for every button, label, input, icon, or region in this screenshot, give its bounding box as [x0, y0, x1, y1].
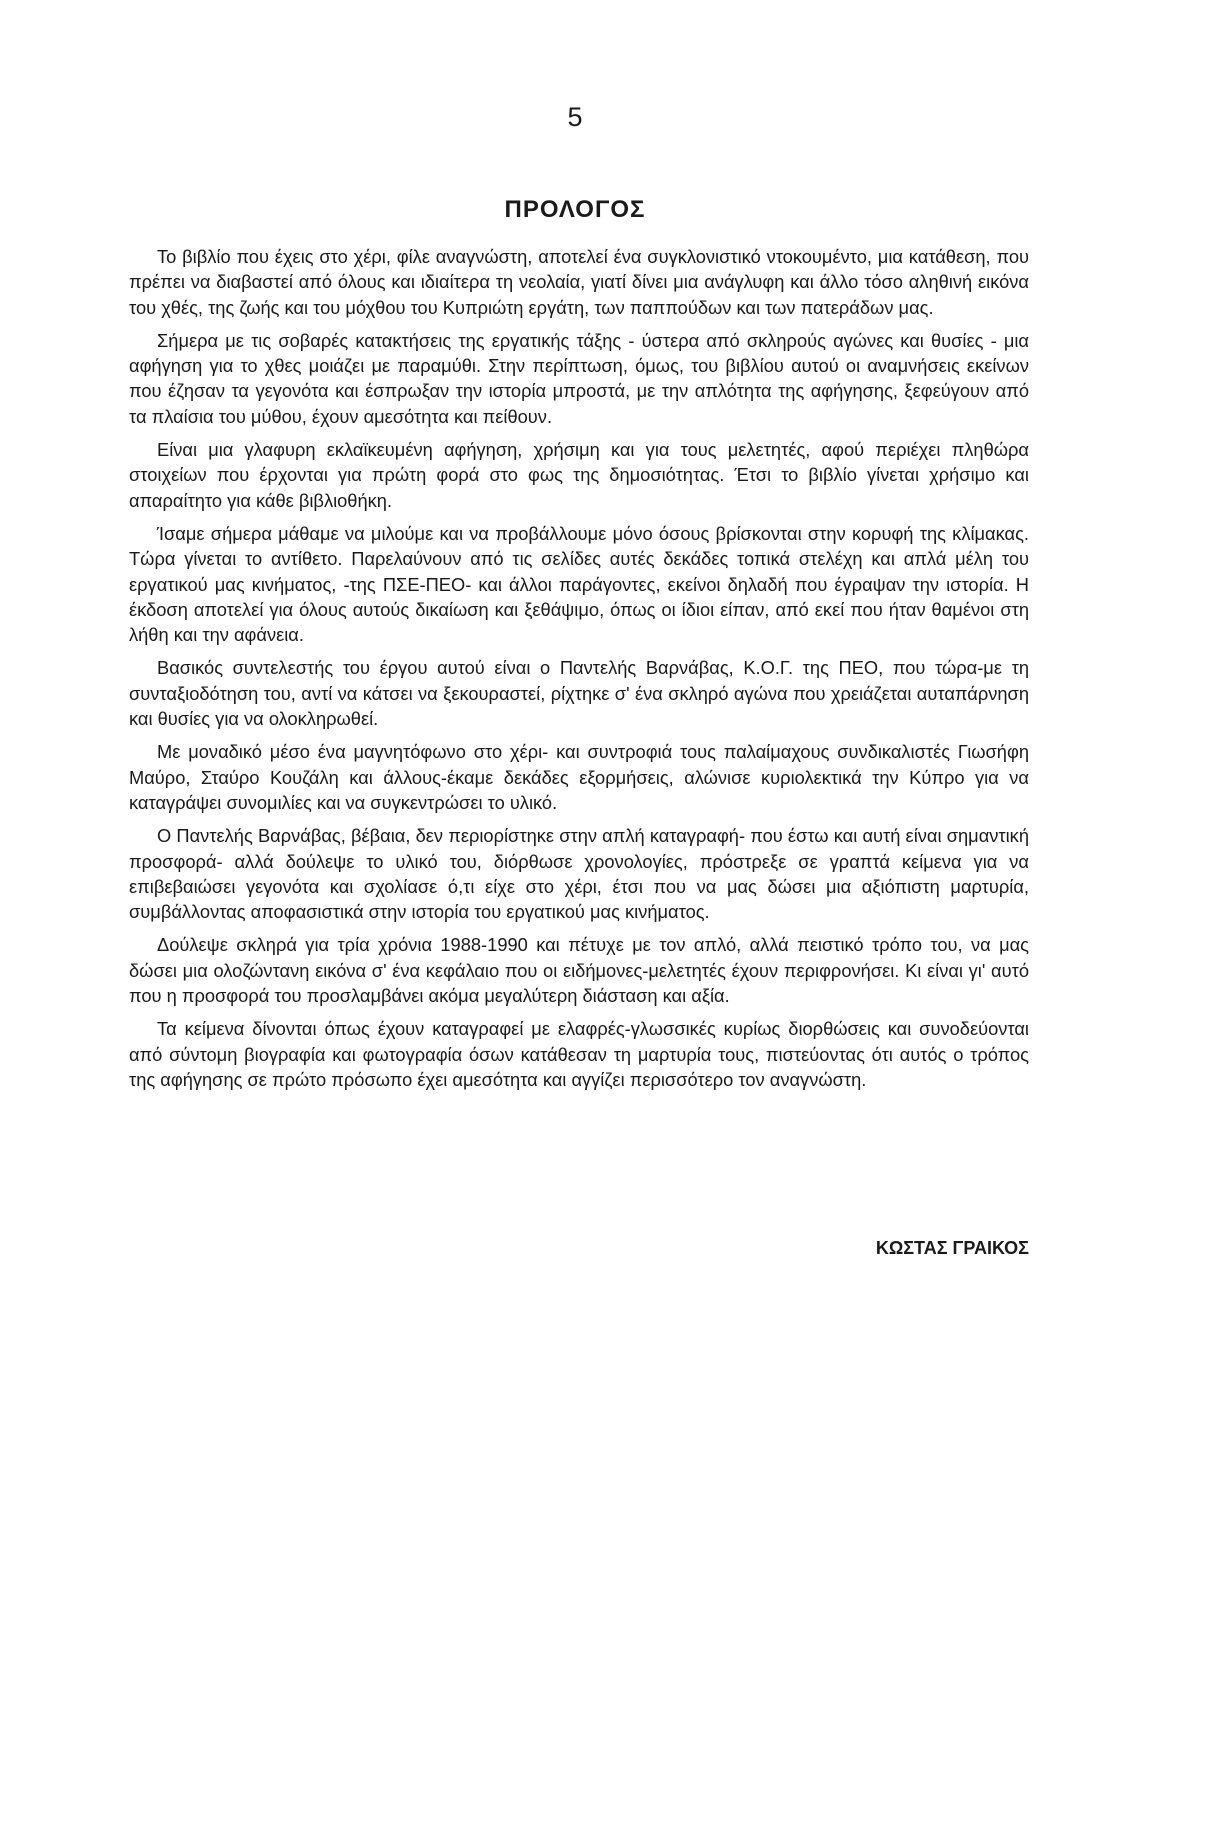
paragraph-3: Είναι μια γλαφυρη εκλαϊκευμένη αφήγηση, χρήσιμη και για τους μελετητές, αφού περιέχει πληθώρα στοιχείων που έρχονται για πρώτη φορά στο φως της δημοσιότητας. Έτσι το βιβλίο γίνεται χρήσιμο και απαραίτητο για κάθε βιβλιοθήκη.: [129, 439, 1029, 511]
page-number: 5: [567, 102, 583, 132]
author-signature: ΚΩΣΤΑΣ ΓΡΑΙΚΟΣ: [875, 1238, 1029, 1258]
paragraph-5: Βασικός συντελεστής του έργου αυτού είναι ο Παντελής Βαρνάβας, Κ.Ο.Γ. της ΠΕΟ, που τώρα-με τη συνταξιοδότηση του, αντί να κάτσει να ξεκουραστεί, ρίχτηκε σ' ένα σκληρό αγώνα που χρειάζεται αυταπάρνηση και θυσίες για να ολοκληρωθεί.: [129, 657, 1029, 730]
paragraph-1: Το βιβλίο που έχεις στο χέρι, φίλε αναγνώστη, αποτελεί ένα συγκλονιστικό ντοκουμέντο, μια κατάθεση, που πρέπει να διαβαστεί από όλους και ιδιαίτερα τη νεολαία, γιατί δίνει μια ανάγλυφη και άλλο τόσο αληθινή εικόνα του χθές, της ζωής και του μόχθου του Κυπριώτη εργάτη, των παππούδων και των πατεράδων μας.: [129, 246, 1029, 318]
paragraph-6: Με μοναδικό μέσο ένα μαγνητόφωνο στο χέρι- και συντροφιά τους παλαίμαχους συνδικαλιστές Γιωσήφη Μαύρο, Σταύρο Κουζάλη και άλλους-έκαμε δεκάδες εξορμήσεις, αλώνισε κυριολεκτικά την Κύπρο για να καταγράψει συνομιλίες και να συγκεντρώσει το υλικό.: [129, 741, 1029, 813]
paragraph-2: Σήμερα με τις σοβαρές κατακτήσεις της εργατικής τάξης - ύστερα από σκληρούς αγώνες και θυσίες - μια αφήγηση για το χθες μοιάζει με παραμύθι. Στην περίπτωση, όμως, του βιβλίου αυτού οι αναμνήσεις εκείνων που έζησαν τα γεγονότα και έσπρωξαν την ιστορία μπροστά, με την απλότητα της αφήγησης, ξεφεύγουν από τα πλαίσια του μύθου, έχουν αμεσότητα και πείθουν.: [129, 329, 1029, 427]
paragraph-8: Δούλεψε σκληρά για τρία χρόνια 1988-1990 και πέτυχε με τον απλό, αλλά πειστικό τρόπο του, να μας δώσει μια ολοζώντανη εικόνα σ' ένα κεφάλαιο που οι ειδήμονες-μελετητές έχουν περιφρονήσει. Κι είναι γι' αυτό που η προσφορά του προσλαμβάνει ακόμα μεγαλύτερη διάσταση και αξία.: [129, 934, 1029, 1007]
paragraph-7: Ο Παντελής Βαρνάβας, βέβαια, δεν περιορίστηκε στην απλή καταγραφή- που έστω και αυτή είναι σημαντική προσφορά- αλλά δούλεψε το υλικό του, διόρθωσε χρονολογίες, πρόστρεξε σε γραπτά κείμενα για να επιβεβαιώσει γεγονότα και σχολίασε ό,τι είχε στο χέρι, έτσι που να μας δώσει μια αξιόπιστη μαρτυρία, συμβάλλοντας αποφασιστικά στην ιστορία του εργατικού μας κινήματος.: [129, 825, 1029, 923]
body-text: [129, 244, 1029, 1100]
paragraph-9: Τα κείμενα δίνονται όπως έχουν καταγραφεί με ελαφρές-γλωσσικές κυρίως διορθώσεις και συνοδεύονται από σύντομη βιογραφία και φωτογραφία όσων κατάθεσαν τη μαρτυρία τους, πιστεύοντας ότι αυτός ο τρόπος της αφήγησης σε πρώτο πρόσωπο έχει αμεσότητα και αγγίζει περισσότερο τον αναγνώστη.: [129, 1018, 1029, 1090]
paragraph-4: Ίσαμε σήμερα μάθαμε να μιλούμε και να προβάλλουμε μόνο όσους βρίσκονται στην κορυφή της κλίμακας. Τώρα γίνεται το αντίθετο. Παρελαύνουν από τις σελίδες αυτές δεκάδες τοπικά στελέχη και απλά μέλη του εργατικού μας κινήματος, -της ΠΣΕ-ΠΕΟ- και άλλοι παράγοντες, εκείνοι δηλαδή που έγραψαν την ιστορία. Η έκδοση αποτελεί για όλους αυτούς δικαίωση και ξεθάψιμο, όπως οι ίδιοι είπαν, από εκεί που ήταν θαμένοι στη λήθη και την αφάνεια.: [129, 522, 1029, 646]
page-title: ΠΡΟΛΟΓΟΣ: [504, 196, 646, 223]
